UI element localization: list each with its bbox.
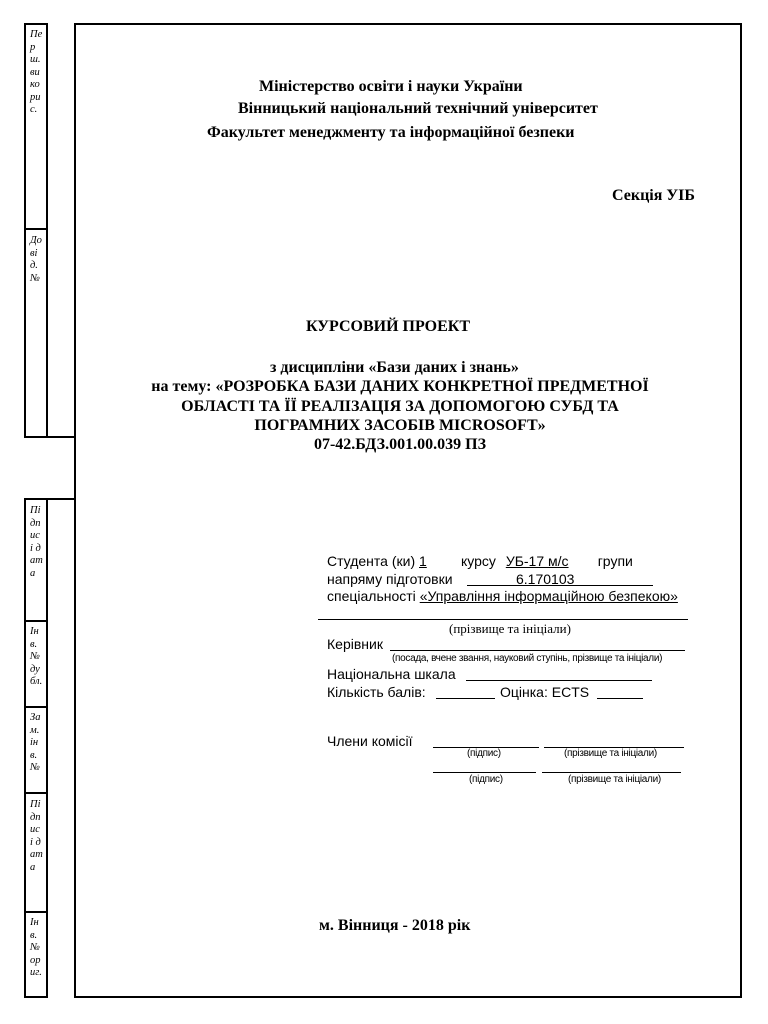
ministry-line: Міністерство освіти і науки України xyxy=(259,78,523,95)
document-title: КУРСОВИЙ ПРОЕКТ xyxy=(306,318,471,335)
national-scale-line xyxy=(466,680,652,681)
student-row xyxy=(327,553,633,569)
side-strip-divider xyxy=(24,792,48,794)
side-strip-top-edge xyxy=(24,23,48,25)
side-strip-bottom-right-border xyxy=(46,498,48,998)
side-strip-top-bottom-edge xyxy=(24,436,76,438)
city-year: м. Вінниця - 2018 рік xyxy=(319,917,471,934)
side-strip-divider xyxy=(24,911,48,913)
course-value: 1 xyxy=(419,553,427,569)
direction-value: 6.170103 xyxy=(516,571,575,587)
student-name-line xyxy=(318,619,688,620)
direction-label: напряму підготовки xyxy=(327,571,453,587)
points-label: Кількість балів: xyxy=(327,684,426,700)
commission-signature-caption-1: (підпис) xyxy=(467,748,501,759)
specialty-label: спеціальності xyxy=(327,588,416,604)
student-label: Студента (ки) xyxy=(327,553,416,569)
side-strip-bottom-edge xyxy=(24,996,48,998)
commission-name-caption-2: (прізвище та ініціали) xyxy=(568,774,661,785)
supervisor-caption: (посада, вчене звання, науковий ступінь, прізвище та ініціали) xyxy=(392,653,663,664)
topic-line-2: ОБЛАСТІ ТА ЇЇ РЕАЛІЗАЦІЯ ЗА ДОПОМОГОЮ СУБД ТА xyxy=(181,398,619,415)
course-label: курсу xyxy=(461,553,496,569)
group-value: УБ-17 м/с xyxy=(505,553,569,569)
national-scale-row: Національна шкала xyxy=(327,666,456,682)
direction-row xyxy=(327,571,453,587)
ects-line xyxy=(597,698,643,699)
student-name-caption: (прізвище та ініціали) xyxy=(449,621,571,636)
side-strip-divider xyxy=(24,620,48,622)
points-line xyxy=(436,698,495,699)
side-label-duplicate-inv-no: Інв. № дубл. xyxy=(30,626,43,687)
side-strip-top-right-border xyxy=(46,23,48,438)
specialty-row xyxy=(327,588,678,604)
page-frame xyxy=(74,23,742,998)
side-label-signature-date: Підпис і дата xyxy=(30,505,43,579)
side-strip-bottom-top-edge xyxy=(24,498,76,500)
side-label-original-inv-no: Інв. № ориг. xyxy=(30,917,42,978)
section-line: Секція УІБ xyxy=(612,187,695,204)
supervisor-row: Керівник xyxy=(327,636,383,652)
commission-signature-caption-2: (підпис) xyxy=(469,774,503,785)
university-line: Вінницький національний технічний університет xyxy=(238,100,598,117)
discipline-line: з дисципліни «Бази даних і знань» xyxy=(270,359,519,376)
commission-signature-line-2 xyxy=(433,772,536,773)
ects-label: Оцінка: ECTS xyxy=(500,684,590,700)
faculty-line: Факультет менеджменту та інформаційної безпеки xyxy=(207,124,575,141)
document-code: 07-42.БДЗ.001.00.039 ПЗ xyxy=(313,436,487,453)
side-strip-divider xyxy=(24,706,48,708)
supervisor-line xyxy=(390,650,685,651)
commission-name-line-2 xyxy=(542,772,681,773)
topic-line-1: на тему: «РОЗРОБКА БАЗИ ДАНИХ КОНКРЕТНОЇ ПРЕДМЕТНОЇ xyxy=(151,378,649,395)
topic-line-3: ПОГРАМНИХ ЗАСОБІВ MICROSOFT» xyxy=(254,417,546,434)
side-label-replace-inv-no: Зам. інв. № xyxy=(30,712,41,773)
specialty-value: «Управління інформаційною безпекою» xyxy=(419,588,678,604)
group-label: групи xyxy=(597,553,633,569)
side-label-signature-date: Підпис і дата xyxy=(30,799,43,873)
side-strip-divider xyxy=(24,228,48,230)
commission-label: Члени комісії xyxy=(327,733,413,749)
commission-name-caption-1: (прізвище та ініціали) xyxy=(564,748,657,759)
side-label-reference-no: Довід. № xyxy=(30,235,42,284)
side-label-first-use: Перш. викорис. xyxy=(30,29,43,115)
